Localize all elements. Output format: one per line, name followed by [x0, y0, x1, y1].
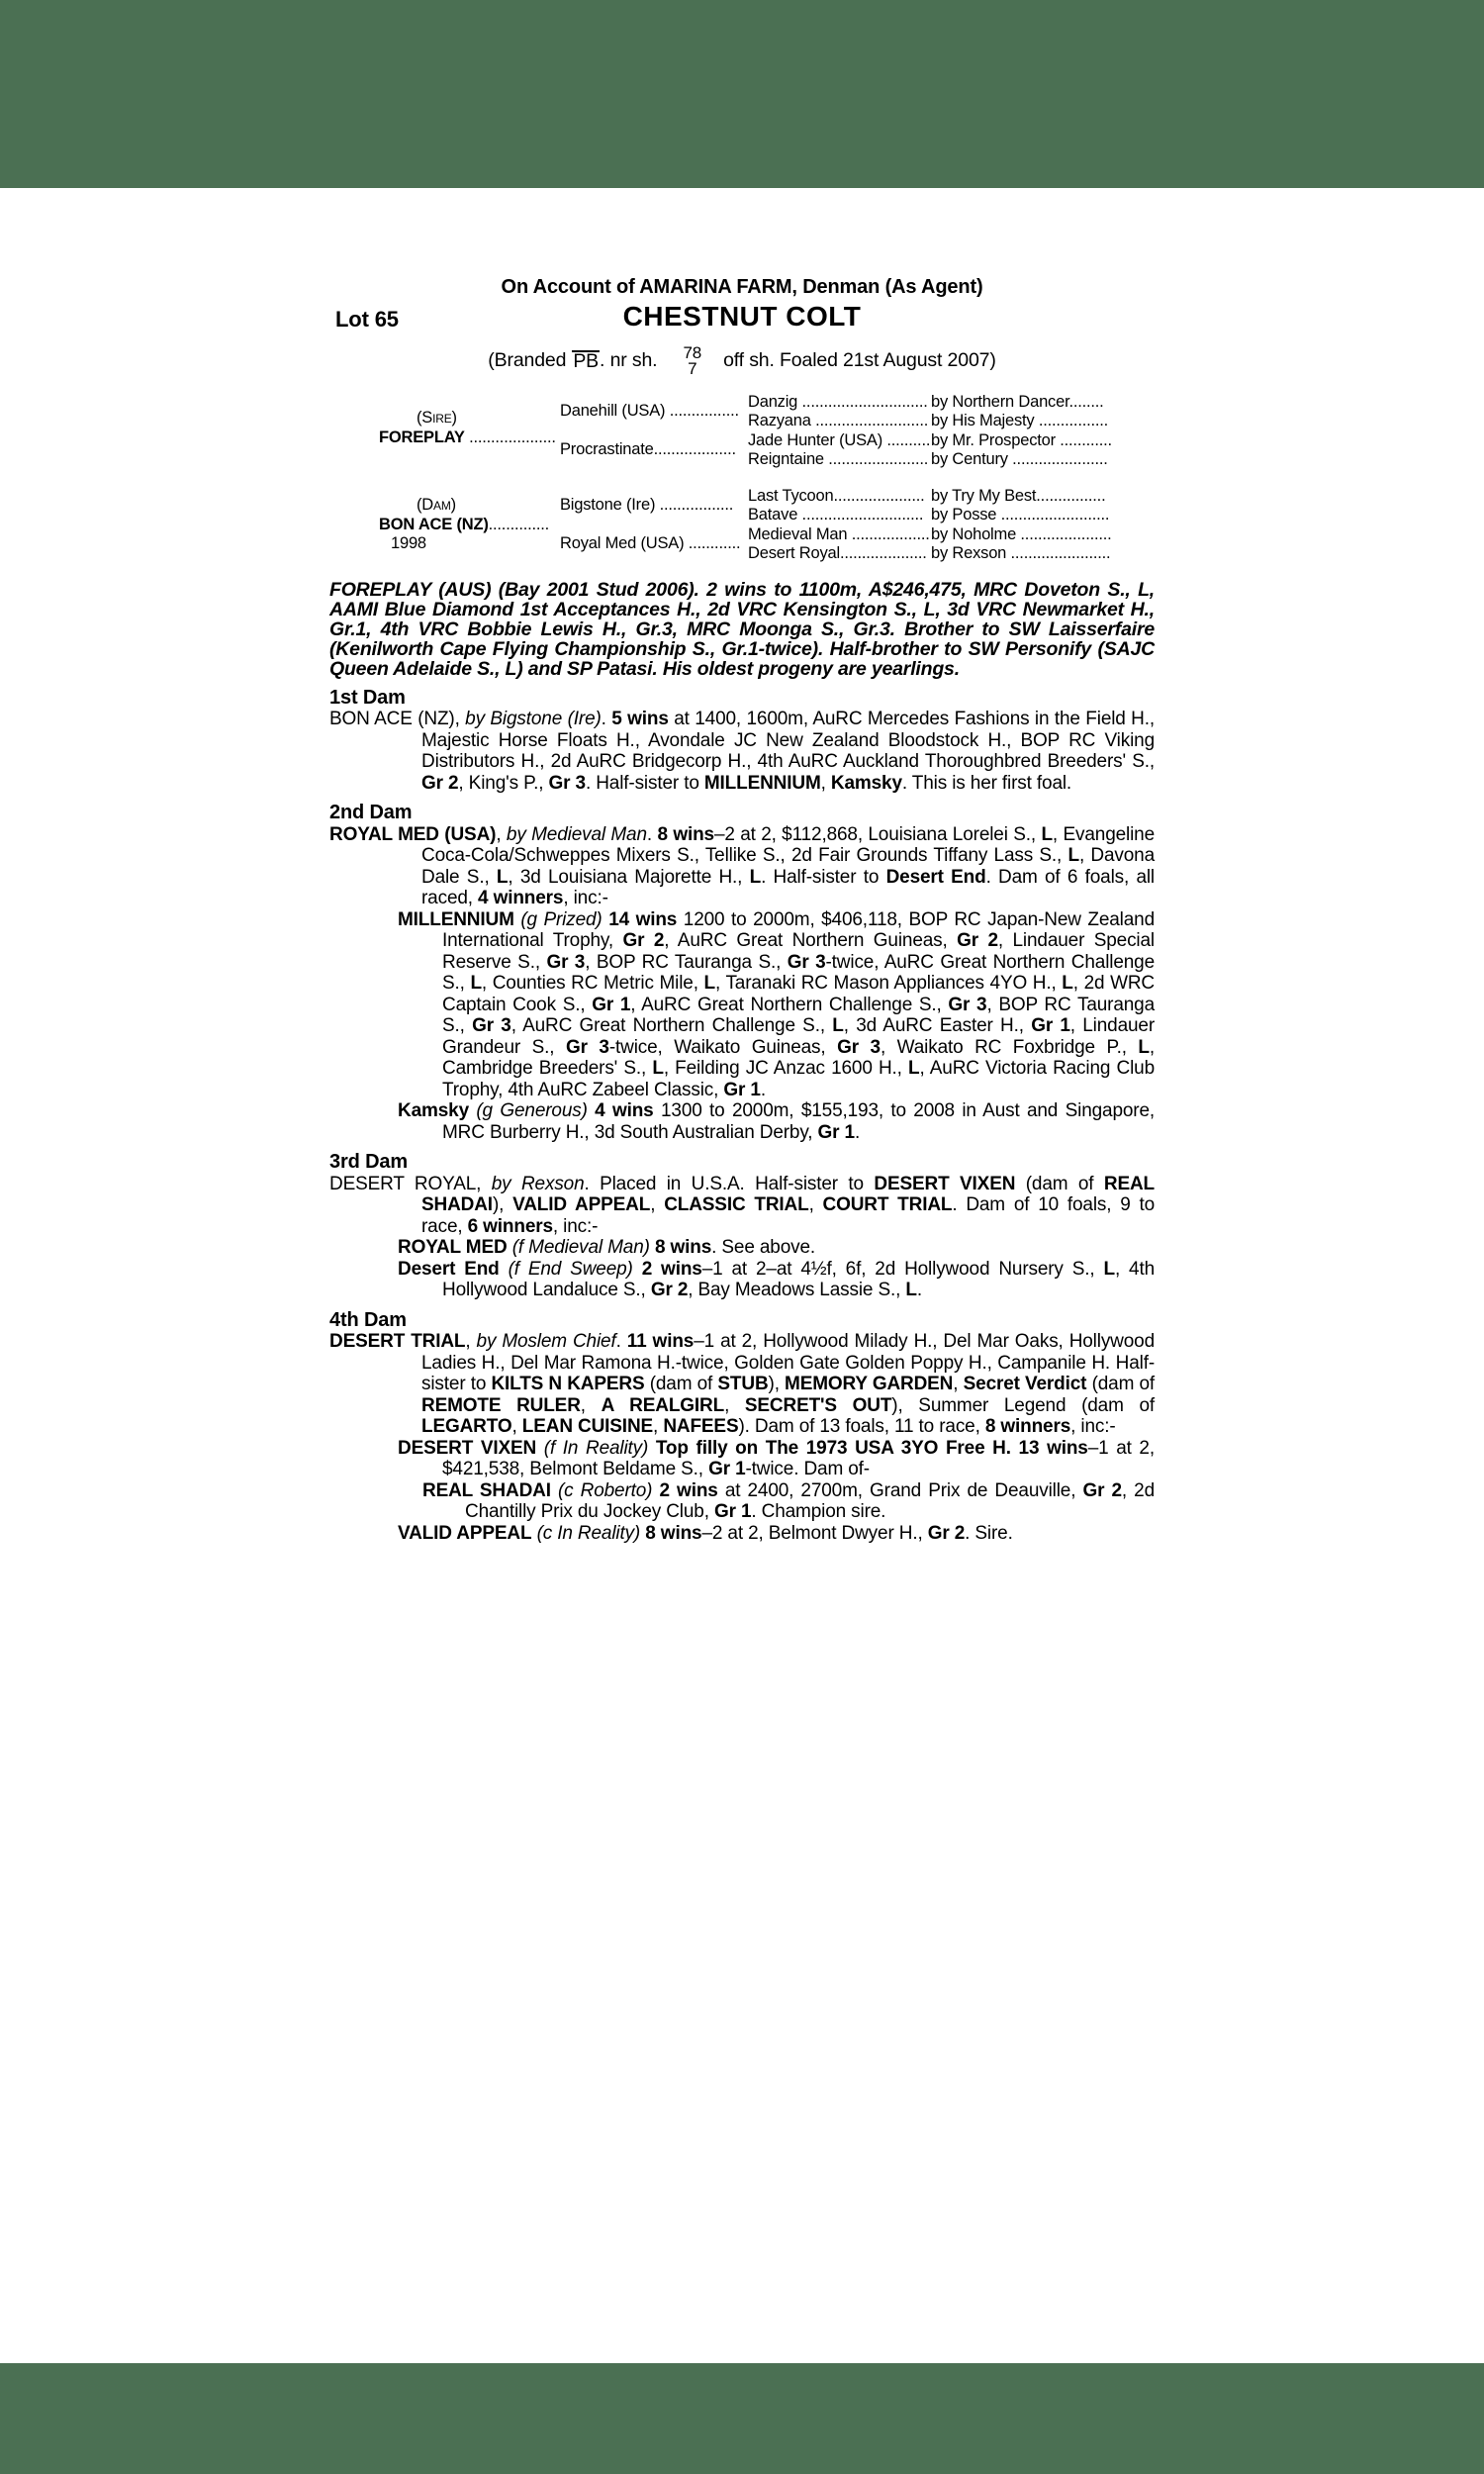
dam-section-heading: 1st Dam: [329, 686, 406, 709]
brand-suffix: off sh. Foaled 21st August 2007): [723, 348, 996, 371]
dam-section-1: [329, 688, 1155, 795]
gen2-procrastinate: Procrastinate...................: [560, 440, 736, 459]
gen3-name: Razyana ..........................: [748, 412, 929, 429]
dam-section-heading: 3rd Dam: [329, 1151, 408, 1173]
title-row: [329, 300, 1155, 337]
brand-number-fraction: [683, 342, 702, 378]
brand-code: PB: [573, 349, 600, 372]
pedigree-paragraph: DESERT ROYAL, by Rexson. Placed in U.S.A. Half-sister to DESERT VIXEN (dam of REAL SHADAI), VALID APPEAL, CLASSIC TRIAL, COURT TRIAL. Dam of 10 foals, 9 to race, 6 winners, inc:-: [329, 1173, 1156, 1237]
brand-fraction-top: 78: [683, 342, 702, 362]
lot-content: [329, 0, 1155, 1544]
gen3-sire-of: by Northern Dancer........: [931, 392, 1104, 411]
dam-label: (Dam): [417, 496, 456, 515]
gen2-danehill: Danehill (USA) ................: [560, 402, 739, 421]
gen3-sire-of: by Rexson .......................: [931, 544, 1111, 562]
gen3-name: Medieval Man ..................: [748, 524, 930, 543]
sire-label: (Sire): [417, 409, 457, 427]
sire-block: [379, 390, 560, 467]
gen2-bigstone: Bigstone (Ire) .................: [560, 496, 734, 515]
pedigree-paragraph: VALID APPEAL (c In Reality) 8 wins–2 at 2, Belmont Dwyer H., Gr 2. Sire.: [398, 1522, 1013, 1544]
gen3-name: Jade Hunter (USA) ..........: [748, 430, 931, 449]
pedigree-paragraph: DESERT TRIAL, by Moslem Chief. 11 wins–1 at 2, Hollywood Milady H., Del Mar Oaks, Hollywood Ladies H., Del Mar Ramona H.-twice, Golden Gate Golden Poppy H., Campanile H. Half-sister to KILTS N KAPERS (dam of STUB), MEMORY GARDEN, Secret Verdict (dam of REMOTE RULER, A REALGIRL, SECRET'S OUT), Summer Legend (dam of LEGARTO, LEAN CUISINE, NAFEES). Dam of 13 foals, 11 to race, 8 winners, inc:-: [329, 1331, 1156, 1437]
gen3-sire-of: by His Majesty ................: [931, 412, 1109, 429]
pedigree-paragraph: Kamsky (g Generous) 4 wins 1300 to 2000m, $155,193, to 2008 in Aust and Singapore, MRC Burberry H., 3d South Australian Derby, Gr 1.: [398, 1100, 1156, 1143]
dam-section-heading: 2nd Dam: [329, 802, 413, 823]
brand-mid: . nr sh.: [600, 348, 658, 371]
sire-name: FOREPLAY ....................: [379, 428, 556, 446]
dam-section-4: [329, 1310, 1155, 1545]
gen3-name: Desert Royal....................: [748, 544, 927, 562]
gen3-name: Batave ............................: [748, 506, 924, 523]
pedigree-paragraph: ROYAL MED (USA), by Medieval Man. 8 wins–2 at 2, $112,868, Louisiana Lorelei S., L, Evangeline Coca-Cola/Schweppes Mixers S., Tellike S., 2d Fair Grounds Tiffany Lass S., L, Davona Dale S., L, 3d Louisiana Majorette H., L. Half-sister to Desert End. Dam of 6 foals, all raced, 4 winners, inc:-: [329, 823, 1156, 908]
dam-section-heading: 4th Dam: [329, 1308, 407, 1331]
pedigree-paragraph: REAL SHADAI (c Roberto) 2 wins at 2400, 2700m, Grand Prix de Deauville, Gr 2, 2d Chantilly Prix du Jockey Club, Gr 1. Champion sire.: [422, 1479, 1155, 1522]
brand-prefix: (Branded: [488, 348, 567, 371]
gen3-sire-of: by Noholme .....................: [931, 524, 1112, 543]
gen3-name: Last Tycoon.....................: [748, 486, 925, 505]
sire-race-record-note: FOREPLAY (AUS) (Bay 2001 Stud 2006). 2 wins to 1100m, A$246,475, MRC Doveton S., L, AAMI Blue Diamond 1st Acceptances H., 2d VRC Kensington S., L, 3d VRC Newmarket H., Gr.1, 4th VRC Bobbie Lewis H., Gr.3, MRC Moonga S., Gr.3. Brother to SW Laisserfaire (Kenilworth Cape Flying Championship S., Gr.1-twice). Half-brother to SW Personify (SAJC Queen Adelaide S., L) and SP Patasi. His oldest progeny are yearlings.: [329, 578, 1155, 680]
dam-foaling-year: 1998: [391, 534, 426, 553]
gen3-sire-of: by Posse .........................: [931, 506, 1110, 523]
pedigree-paragraph: ROYAL MED (f Medieval Man) 8 wins. See above.: [398, 1237, 816, 1258]
dam-section-3: [329, 1152, 1155, 1301]
gen3-sire-of: by Mr. Prospector ............: [931, 430, 1112, 449]
gen3-name: Danzig .............................: [748, 392, 928, 411]
pedigree-table: [379, 393, 1155, 564]
dam-block: [379, 487, 560, 564]
pedigree-paragraph: DESERT VIXEN (f In Reality) Top filly on The 1973 USA 3YO Free H. 13 wins–1 at 2, $421,538, Belmont Beldame S., Gr 1-twice. Dam of-: [398, 1437, 1155, 1479]
dam-name: BON ACE (NZ)..............: [379, 515, 550, 533]
pedigree-paragraph: BON ACE (NZ), by Bigstone (Ire). 5 wins at 1400, 1600m, AuRC Mercedes Fashions in the Field H., Majestic Horse Floats H., Avondale JC New Zealand Bloodstock H., BOP RC Viking Distributors H., 2d AuRC Bridgecorp H., 4th AuRC Auckland Thoroughbred Breeders' S., Gr 2, King's P., Gr 3. Half-sister to MILLENNIUM, Kamsky. This is her first foal.: [329, 709, 1156, 794]
dam-section-2: [329, 803, 1155, 1143]
brand-line: [329, 339, 1155, 383]
account-line: On Account of AMARINA FARM, Denman (As Agent): [501, 276, 983, 298]
gen3-sire-of: by Try My Best................: [931, 486, 1106, 505]
pedigree-paragraph: Desert End (f End Sweep) 2 wins–1 at 2–at 4½f, 6f, 2d Hollywood Nursery S., L, 4th Hollywood Landaluce S., Gr 2, Bay Meadows Lassie S., L.: [398, 1258, 1155, 1300]
lot-number: Lot 65: [335, 306, 399, 332]
gen3-sire-of: by Century ......................: [931, 450, 1108, 468]
gen3-name: Reigntaine .......................: [748, 450, 929, 468]
pedigree-paragraph: MILLENNIUM (g Prized) 14 wins 1200 to 2000m, $406,118, BOP RC Japan-New Zealand International Trophy, Gr 2, AuRC Great Northern Guineas, Gr 2, Lindauer Special Reserve S., Gr 3, BOP RC Tauranga S., Gr 3-twice, AuRC Great Northern Challenge S., L, Counties RC Metric Mile, L, Taranaki RC Mason Appliances 4YO H., L, 2d WRC Captain Cook S., Gr 1, AuRC Great Northern Challenge S., Gr 3, BOP RC Tauranga S., Gr 3, AuRC Great Northern Challenge S., L, 3d AuRC Easter H., Gr 1, Lindauer Grandeur S., Gr 3-twice, Waikato Guineas, Gr 3, Waikato RC Foxbridge P., L, Cambridge Breeders' S., L, Feilding JC Anzac 1600 H., L, AuRC Victoria Racing Club Trophy, 4th AuRC Zabeel Classic, Gr 1.: [398, 908, 1156, 1100]
brand-fraction-bottom: 7: [688, 358, 697, 378]
bottom-green-band: [0, 2363, 1484, 2474]
page-title: CHESTNUT COLT: [622, 300, 862, 332]
gen2-royal-med: Royal Med (USA) ............: [560, 534, 741, 553]
